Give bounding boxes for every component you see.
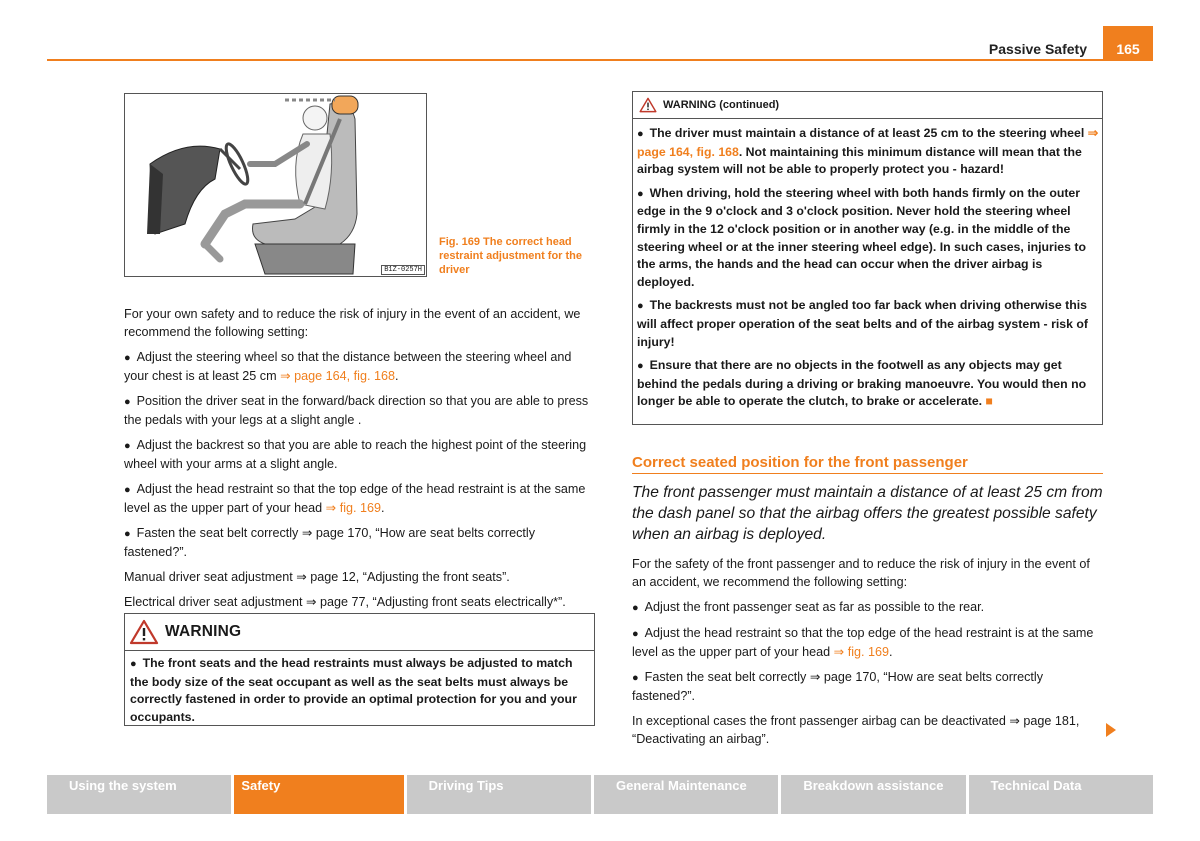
figure-driver-seat: [124, 93, 427, 277]
left-column: [124, 305, 596, 618]
cross-reference-link[interactable]: ⇒ page 164, fig. 168: [280, 369, 395, 383]
page-header-title: Passive Safety: [988, 41, 1087, 57]
warning-triangle-icon: [639, 97, 657, 113]
bullet-text: Adjust the front passenger seat as far as possible to the rear.: [644, 600, 985, 614]
list-item: ● Position the driver seat in the forward/back direction so that you are able to press the pedals with your legs at a slight angle .: [124, 394, 589, 427]
manual-adjustment-ref: Manual driver seat adjustment ⇒ page 12, “Adjusting the front seats”.: [124, 570, 510, 584]
warning-continued-box: [632, 91, 1103, 425]
list-item: ● Fasten the seat belt correctly ⇒ page 170, “How are seat belts correctly fastened?”.: [124, 526, 536, 559]
warning-continued-header: [633, 92, 1102, 119]
passenger-paragraph: For the safety of the front passenger and to reduce the risk of injury in the event of an accident, we recommend the following setting:: [632, 557, 1090, 589]
cross-reference-link[interactable]: ⇒ fig. 169: [833, 645, 890, 659]
list-item: ● Fasten the seat belt correctly ⇒ page 170, “How are seat belts correctly fastened?”.: [632, 670, 1044, 703]
list-item: ● Ensure that there are no objects in the footwell as any objects may get behind the pedals during a driving or braking manoeuvre. You would then no longer be able to operate the clutch, to brake or accelerate. ■: [637, 358, 1087, 409]
cross-reference-link[interactable]: ⇒ fig. 169: [325, 501, 382, 515]
warning-header: [125, 614, 594, 651]
bullet-text: Adjust the steering wheel so that the distance between the steering wheel and your chest is at least 25 cm: [124, 350, 572, 383]
figure-code: B1Z-0257H: [381, 265, 425, 275]
tab-using-the-system[interactable]: Using the system: [47, 775, 231, 814]
list-item: ● The driver must maintain a distance of at least 25 cm to the steering wheel ⇒ page 164, fig. 168. Not maintaining this minimum distance will mean that the airbag system will not be able to properly protect you - hazard!: [637, 126, 1099, 177]
list-item: ● The backrests must not be angled too far back when driving otherwise this will affect proper operation of the seat belts and of the airbag system - risk of injury!: [637, 298, 1088, 349]
footer-nav: [47, 775, 1153, 814]
electrical-adjustment-ref: Electrical driver seat adjustment ⇒ page 77, “Adjusting front seats electrically*”.: [124, 595, 566, 609]
warning-continued-body: [633, 119, 1102, 423]
warning-continued-title: WARNING (continued): [663, 99, 780, 111]
warning-box: [124, 613, 595, 726]
tab-general-maintenance[interactable]: General Maintenance: [594, 775, 778, 814]
end-of-section-mark: ■: [985, 394, 993, 409]
section-heading: Correct seated position for the front passenger: [632, 454, 1103, 474]
section-intro: The front passenger must maintain a distance of at least 25 cm from the dash panel so that the airbag offers the greatest possible safety when an airbag is deployed.: [632, 484, 1103, 543]
bullet-end: .: [394, 369, 399, 383]
page-number: 165: [1103, 26, 1153, 60]
cross-reference-link[interactable]: ⇒ page 164, fig. 168: [637, 126, 1099, 159]
warning-item-text: Ensure that there are no objects in the footwell as any objects may get behind the pedals during a driving or braking manoeuvre. You would then no longer be able to operate the clutch, to brake or accelerate.: [637, 358, 1087, 409]
warning-item-text: The backrests must not be angled too far back when driving otherwise this will affect proper operation of the seat belts and of the airbag system - risk of injury!: [637, 298, 1088, 349]
bullet-text: Position the driver seat in the forward/back direction so that you are able to press the pedals with your legs at a slight angle .: [124, 394, 589, 427]
tab-breakdown-assistance[interactable]: Breakdown assistance: [781, 775, 965, 814]
tab-technical-data[interactable]: Technical Data: [969, 775, 1153, 814]
warning-text: The front seats and the head restraints must always be adjusted to match the body size of the seat occupant as well as the seat belts must always be correctly fastened in order to provide an optimal protection for you and your occupants.: [130, 656, 577, 724]
right-column: [632, 555, 1104, 755]
exceptional-paragraph: In exceptional cases the front passenger airbag can be deactivated ⇒ page 181, “Deactivating an airbag”.: [632, 714, 1080, 746]
driver-seat-illustration: [125, 94, 427, 277]
bullet-text: Adjust the backrest so that you are able to reach the highest point of the steering wheel with your arms at a slight angle.: [124, 438, 587, 471]
intro-paragraph: For your own safety and to reduce the risk of injury in the event of an accident, we recommend the following setting:: [124, 307, 581, 339]
tab-safety[interactable]: Safety: [234, 775, 403, 814]
bullet-text: Fasten the seat belt correctly ⇒ page 170, “How are seat belts correctly fastened?”.: [632, 670, 1044, 703]
list-item: ● Adjust the backrest so that you are able to reach the highest point of the steering wheel with your arms at a slight angle.: [124, 438, 587, 471]
warning-item-text: . Not maintaining this minimum distance will mean that the airbag system will not be able to properly protect you - hazard!: [637, 144, 1082, 177]
figure-caption: Fig. 169 The correct head restraint adjustment for the driver: [439, 236, 583, 276]
warning-item-text: When driving, hold the steering wheel with both hands firmly on the outer edge in the 9 o'clock and 3 o'clock position. Never hold the steering wheel firmly in the 12 o'clock position or in another way (e.g. in the middle of the steering wheel or at the inner steering wheel edge). In such cases, injuries to the arms, the hands and the head can occur when the driver airbag is deployed.: [637, 185, 1086, 289]
bullet-text: Adjust the head restraint so that the top edge of the head restraint is at the same level as the upper part of your head: [632, 626, 1094, 659]
list-item: ● Adjust the steering wheel so that the distance between the steering wheel and your chest is at least 25 cm ⇒ page 164, fig. 168.: [124, 350, 572, 383]
warning-item-text: The driver must maintain a distance of at least 25 cm to the steering wheel: [649, 126, 1088, 140]
bullet-text: Fasten the seat belt correctly ⇒ page 170, “How are seat belts correctly fastened?”.: [124, 526, 536, 559]
list-item: ● Adjust the head restraint so that the top edge of the head restraint is at the same level as the upper part of your head ⇒ fig. 169.: [124, 482, 586, 515]
tab-driving-tips[interactable]: Driving Tips: [407, 775, 591, 814]
continue-arrow-icon: [1106, 723, 1116, 737]
warning-title: WARNING: [165, 623, 242, 640]
warning-body: ● The front seats and the head restraints must always be adjusted to match the body size of the seat occupant as well as the seat belts must always be correctly fastened in order to provide an optimal protection for you and your occupants.: [130, 656, 577, 724]
list-item: ● Adjust the head restraint so that the top edge of the head restraint is at the same level as the upper part of your head ⇒ fig. 169.: [632, 626, 1094, 659]
list-item: ● When driving, hold the steering wheel with both hands firmly on the outer edge in the 9 o'clock and 3 o'clock position. Never hold the steering wheel firmly in the 12 o'clock position or in another way (e.g. in the middle of the steering wheel or at the inner steering wheel edge). In such cases, injuries to the arms, the hands and the head can occur when the driver airbag is deployed.: [637, 185, 1086, 289]
bullet-text: Adjust the head restraint so that the top edge of the head restraint is at the same level as the upper part of your head: [124, 482, 586, 515]
bullet-end: .: [381, 501, 385, 515]
header-rule: [47, 59, 1153, 61]
list-item: ● Adjust the front passenger seat as far as possible to the rear.: [632, 600, 985, 614]
bullet-end: .: [889, 645, 893, 659]
warning-triangle-icon: [129, 619, 159, 645]
